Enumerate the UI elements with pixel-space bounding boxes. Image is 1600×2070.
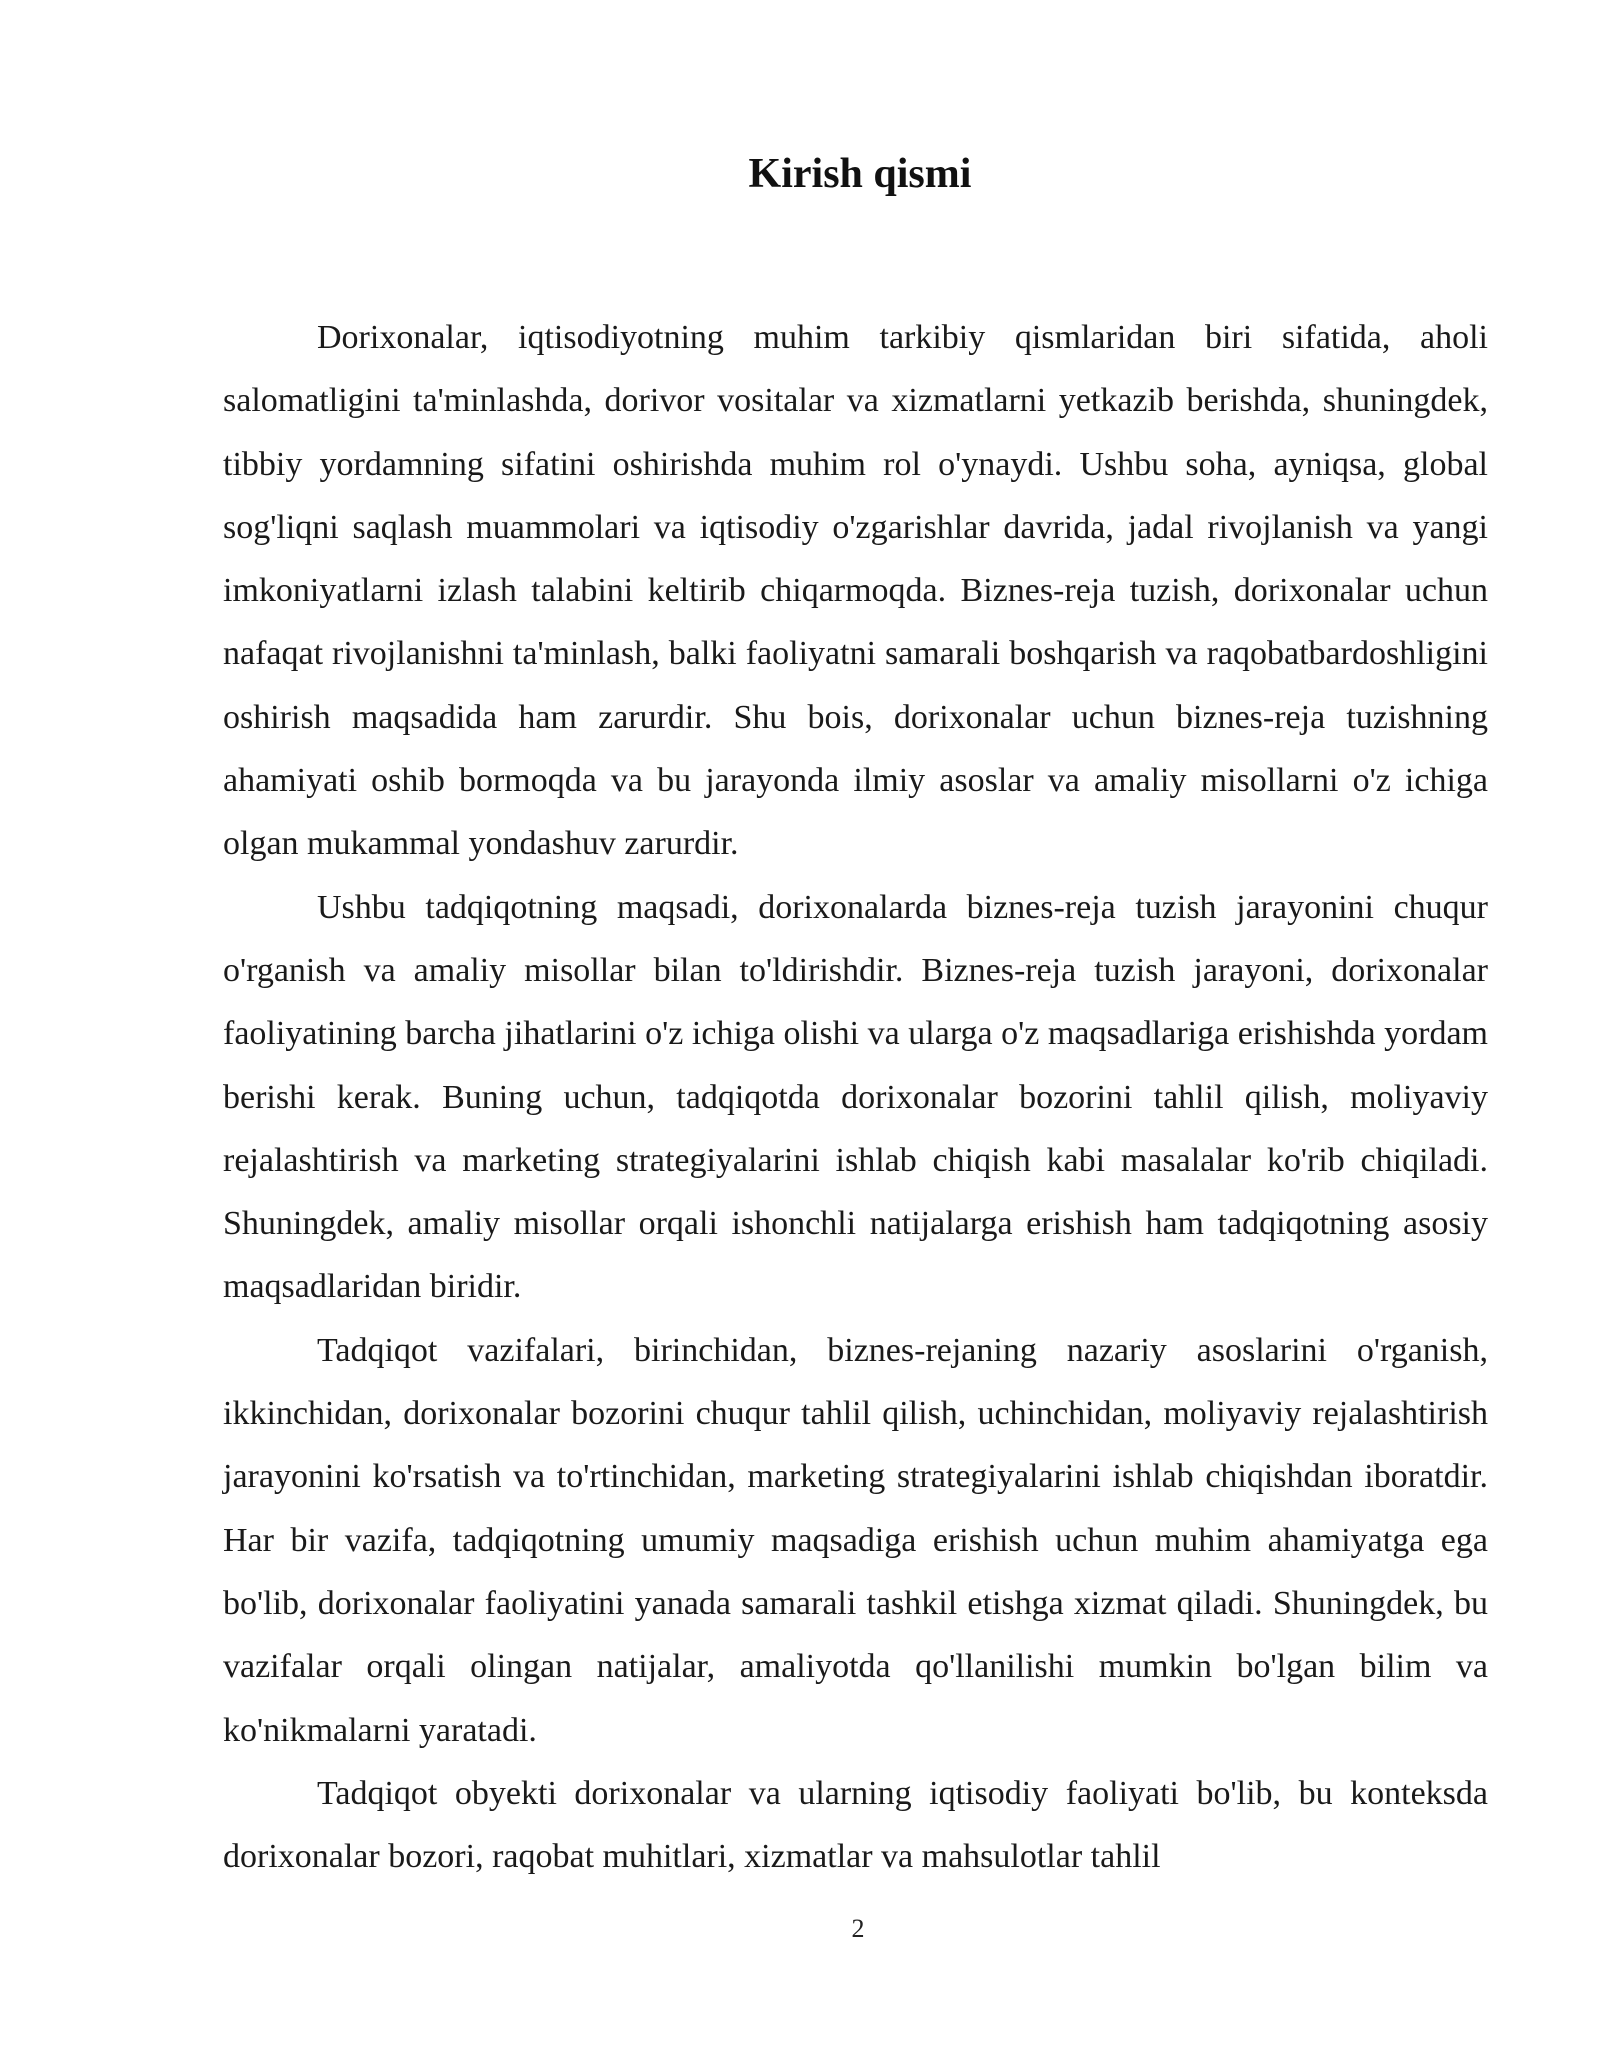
paragraph-object: Tadqiqot obyekti dorixonalar va ularning iqtisodiy faoliyati bo'lib, bu konteksda dorixonalar bozori, raqobat muhitlari, xizmatlar va mahsulotlar tahlil: [223, 1774, 1488, 1876]
page-title: Kirish qismi: [748, 151, 972, 197]
body-text: [223, 306, 1488, 1888]
paragraph-intro: Dorixonalar, iqtisodiyotning muhim tarkibiy qismlaridan biri sifatida, aholi salomatligini ta'minlashda, dorivor vositalar va xizmatlarni yetkazib berishda, shuningdek, tibbiy yordamning sifatini oshirishda muhim rol o'ynaydi. Ushbu soha, ayniqsa, global sog'liqni saqlash muammolari va iqtisodiy o'zgarishlar davrida, jadal rivojlanish va yangi imkoniyatlarni izlash talabini keltirib chiqarmoqda. Biznes-reja tuzish, dorixonalar uchun nafaqat rivojlanishni ta'minlash, balki faoliyatni samarali boshqarish va raqobatbardoshligini oshirish maqsadida ham zarurdir. Shu bois, dorixonalar uchun biznes-reja tuzishning ahamiyati oshib bormoqda va bu jarayonda ilmiy asoslar va amaliy misollarni o'z ichiga olgan mukammal yondashuv zarurdir.: [223, 319, 1488, 863]
page-number: 2: [851, 1914, 865, 1943]
paragraph-goal: Ushbu tadqiqotning maqsadi, dorixonalarda biznes-reja tuzish jarayonini chuqur o'rganish va amaliy misollar bilan to'ldirishdir. Biznes-reja tuzish jarayoni, dorixonalar faoliyatining barcha jihatlarini o'z ichiga olishi va ularga o'z maqsadlariga erishishda yordam berishi kerak. Buning uchun, tadqiqotda dorixonalar bozorini tahlil qilish, moliyaviy rejalashtirish va marketing strategiyalarini ishlab chiqish kabi masalalar ko'rib chiqiladi. Shuningdek, amaliy misollar orqali ishonchli natijalarga erishish ham tadqiqotning asosiy maqsadlaridan biridir.: [223, 888, 1488, 1306]
paragraph-tasks: Tadqiqot vazifalari, birinchidan, biznes-rejaning nazariy asoslarini o'rganish, ikkinchidan, dorixonalar bozorini chuqur tahlil qilish, uchinchidan, moliyaviy rejalashtirish jarayonini ko'rsatish va to'rtinchidan, marketing strategiyalarini ishlab chiqishdan iboratdir. Har bir vazifa, tadqiqotning umumiy maqsadiga erishish uchun muhim ahamiyatga ega bo'lib, dorixonalar faoliyatini yanada samarali tashkil etishga xizmat qiladi. Shuningdek, bu vazifalar orqali olingan natijalar, amaliyotda qo'llanilishi mumkin bo'lgan bilim va ko'nikmalarni yaratadi.: [223, 1331, 1488, 1749]
